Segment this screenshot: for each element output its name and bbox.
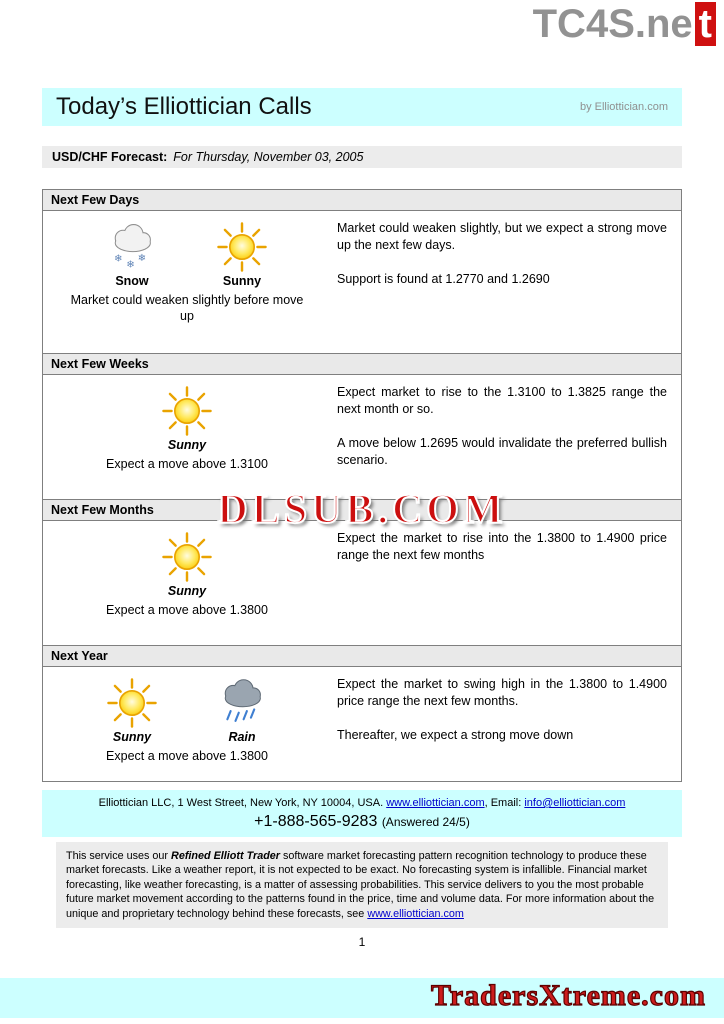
weather-panel [53,527,321,637]
address-text: Elliottician LLC, 1 West Street, New York, NY 10004, USA. [98,797,387,809]
disclaimer-link[interactable]: www.elliottician.com [367,907,464,920]
weather-label: Rain [228,730,256,744]
phone-note: (Answered 24/5) [381,815,470,829]
icon-block [158,385,216,452]
section-title: Next Year [43,645,681,667]
weather-label: Sunny [167,584,207,598]
forecast-paragraph: Market could weaken slightly, but we expect a strong move up the next few days. [337,221,667,252]
watermark-tc4s [533,2,716,47]
website-link[interactable]: www.elliottician.com [386,797,485,809]
bottom-band [0,978,724,1018]
weather-panel [53,381,321,491]
email-link[interactable]: info@elliottician.com [524,797,626,809]
forecast-paragraph: Expect market to rise to the 1.3100 to 1.3825 range the next month or so. [337,385,667,416]
contact-band [42,790,682,837]
forecast-text-panel [321,527,671,637]
disclaimer-text: software market forecasting pattern recognition technology to produce these market forecasts. Like a weather report, it is not expected to be exact. No forecasting system is infallible. Financial market forecasting, like weather forecasting, is a matter of assessing probabilities. This service delivers to you the most probable future market movement according to the patterns found in the price, time and volume data. For more information about the unique and proprietary technology behind these forecasts, see [66,850,655,920]
icon-block [213,677,271,744]
weather-caption: Expect a move above 1.3800 [106,603,268,617]
forecast-paragraph: A move below 1.2695 would invalidate the preferred bullish scenario. [337,436,667,467]
sun-icon [213,221,271,273]
forecast-pair-label: USD/CHF Forecast: [52,150,168,164]
section-next-year [43,645,681,781]
section-next-few-days [43,190,681,353]
weather-panel [53,217,321,345]
watermark-dlsub: DLSUB.COM [217,487,507,533]
title-band [42,88,682,126]
weather-caption: Expect a move above 1.3800 [106,749,268,763]
icon-block [103,677,161,744]
forecast-text-panel [321,217,671,345]
weather-label: Sunny [112,730,152,744]
weather-caption: Market could weaken slightly before move up [70,293,304,324]
forecast-table [42,189,682,782]
page-number: 1 [358,935,366,950]
disclaimer [56,842,668,928]
section-title: Next Few Days [43,190,681,211]
byline: by Elliottician.com [579,101,668,113]
section-title: Next Few Weeks [43,353,681,375]
phone-number: +1-888-565-9283 [254,813,378,830]
document-body [42,88,682,949]
forecast-paragraph: Expect the market to swing high in the 1.3800 to 1.4900 price range the next few months. [337,677,667,708]
page-title: Today’s Elliottician Calls [56,93,312,120]
icon-block [158,531,216,598]
section-next-few-weeks [43,353,681,499]
snow-icon [103,221,161,273]
icon-block [213,221,271,288]
phone-line [50,813,674,831]
rain-icon [213,677,271,729]
weather-panel [53,673,321,773]
forecast-bar [42,146,682,168]
forecast-paragraph: Support is found at 1.2770 and 1.2690 [337,272,550,286]
weather-label: Snow [115,274,149,288]
forecast-text-panel [321,673,671,773]
sun-icon [158,531,216,583]
product-name: Refined Elliott Trader [171,850,281,862]
watermark-tc4s-accent: t [695,2,716,46]
weather-label: Sunny [222,274,262,288]
watermark-tc4s-main: TC4S.ne [532,2,693,46]
icon-block [103,221,161,288]
forecast-paragraph: Thereafter, we expect a strong move down [337,728,574,742]
forecast-date: For Thursday, November 03, 2005 [173,150,364,164]
section-next-few-months [43,499,681,645]
watermark-tradersxtreme: TradersXtreme.com [431,979,706,1012]
sun-icon [158,385,216,437]
weather-label: Sunny [167,438,207,452]
sun-icon [103,677,161,729]
email-label: , Email: [484,797,525,809]
disclaimer-text: This service uses our [66,850,172,862]
forecast-paragraph: Expect the market to rise into the 1.3800 to 1.4900 price range the next few months [337,531,667,562]
section-title: Next Few Months [43,499,681,521]
forecast-text-panel [321,381,671,491]
weather-caption: Expect a move above 1.3100 [106,457,268,471]
company-address [50,797,674,809]
